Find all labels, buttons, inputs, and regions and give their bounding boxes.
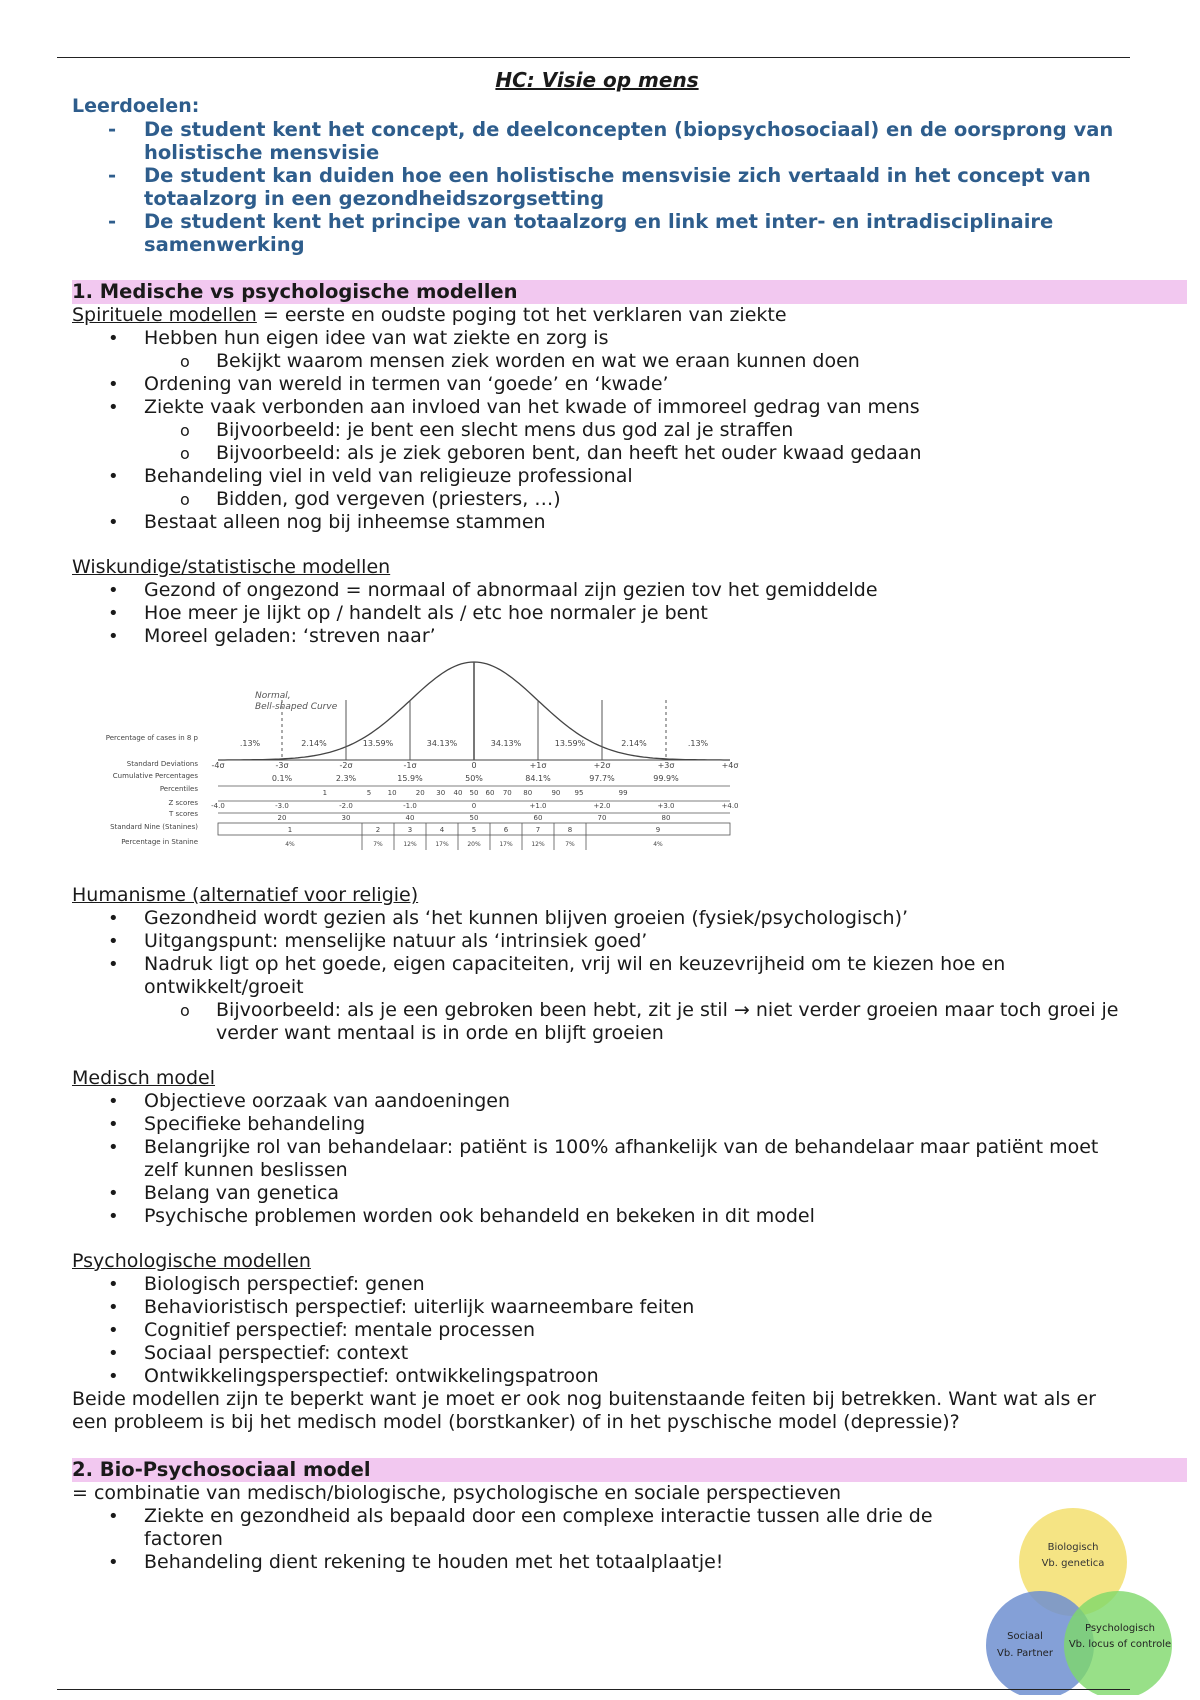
- portion-label: 34.13%: [426, 739, 458, 748]
- list-item: • Hebben hun eigen idee van wat ziekte en zorg is o Bekijkt waarom mensen ziek worden en wat we eraan kunnen doen: [72, 327, 1122, 373]
- sub-list-item: o Bijvoorbeeld: als je een gebroken been hebt, zit je stil → niet verder groeien maar toch groei je verder want mentaal is in orde en blijft groeien: [144, 999, 1122, 1045]
- chart-title-2: Bell-shaped Curve: [255, 702, 338, 712]
- venn-sub-social: Vb. Partner: [997, 1648, 1053, 1659]
- percentile-label: 95: [574, 789, 584, 797]
- percentile-label: 5: [366, 789, 372, 797]
- list-item: • Gezondheid wordt gezien als ‘het kunnen blijven groeien (fysiek/psychologisch)’: [72, 907, 1122, 930]
- list-item: • Ziekte en gezondheid als bepaald door een complexe interactie tussen alle drie de factoren: [72, 1505, 972, 1551]
- humanism-list: [72, 907, 1182, 1045]
- list-item: • Gezond of ongezond = normaal of abnormaal zijn gezien tov het gemiddelde: [72, 579, 1122, 602]
- math-list: [72, 579, 1182, 648]
- stanine-pct-label: 7%: [565, 841, 575, 848]
- sd-label: -3σ: [275, 761, 289, 770]
- learning-goals-heading: Leerdoelen:: [72, 95, 200, 117]
- t-score-label: 20: [277, 814, 287, 822]
- percentile-label: 99: [618, 789, 628, 797]
- portion-label: .13%: [239, 739, 261, 748]
- row-label: Percentage in Stanine: [121, 838, 198, 846]
- percentile-label: 50: [469, 789, 479, 797]
- stanine-label: 4: [439, 826, 445, 834]
- spiritual-list: [72, 327, 1182, 534]
- portion-label: 13.59%: [362, 739, 394, 748]
- document-page: [72, 68, 1182, 1574]
- portion-label: .13%: [687, 739, 709, 748]
- cumulative-label: 15.9%: [397, 774, 423, 783]
- subheading-psych: Psychologische modellen: [72, 1250, 311, 1272]
- list-item: • Sociaal perspectief: context: [72, 1342, 1122, 1365]
- venn-sub-psychological: Vb. locus of controle: [1068, 1639, 1172, 1650]
- sub-list-item: o Bidden, god vergeven (priesters, …): [144, 488, 1122, 511]
- venn-label-psychological: Psychologisch: [1084, 1623, 1156, 1634]
- sub-list-item: o Bijvoorbeeld: je bent een slecht mens dus god zal je straffen: [144, 419, 1122, 442]
- learning-goal: - De student kan duiden hoe een holistische mensvisie zich vertaald in het concept van totaalzorg in een gezondheidszorgsetting: [72, 164, 1122, 210]
- percentile-label: 40: [453, 789, 463, 797]
- list-item: • Hoe meer je lijkt op / handelt als / etc hoe normaler je bent: [72, 602, 1122, 625]
- sub-list-item: o Bijvoorbeeld: als je ziek geboren bent, dan heeft het ouder kwaad gedaan: [144, 442, 1122, 465]
- stanine-label: 7: [535, 826, 541, 834]
- venn-label-biological: Biologisch: [1047, 1542, 1099, 1553]
- spiritual-intro: [72, 304, 1182, 327]
- percentile-label: 60: [485, 789, 495, 797]
- list-item: • Objectieve oorzaak van aandoeningen: [72, 1090, 1122, 1113]
- venn-label-social: Sociaal: [1007, 1631, 1043, 1642]
- stanine-label: 9: [655, 826, 661, 834]
- chart-title-1: Normal,: [255, 691, 291, 701]
- cumulative-label: 0.1%: [271, 774, 293, 783]
- list-item: • Belangrijke rol van behandelaar: patiënt is 100% afhankelijk van de behandelaar maar patiënt moet zelf kunnen beslissen: [72, 1136, 1122, 1182]
- learning-goal: - De student kent het principe van totaalzorg en link met inter- en intradisciplinaire samenwerking: [72, 210, 1122, 256]
- sd-label: +1σ: [529, 761, 547, 770]
- subheading-math: Wiskundige/statistische modellen: [72, 556, 391, 578]
- list-item: • Psychische problemen worden ook behandeld en bekeken in dit model: [72, 1205, 1122, 1228]
- sub-list-item: o Bekijkt waarom mensen ziek worden en wat we eraan kunnen doen: [144, 350, 1122, 373]
- learning-goals-list: [72, 118, 1182, 256]
- t-score-label: 40: [405, 814, 415, 822]
- percentile-label: 30: [436, 789, 446, 797]
- sd-label: +4σ: [721, 761, 739, 770]
- list-item: • Behandeling viel in veld van religieuze professional o Bidden, god vergeven (priesters, …): [72, 465, 1122, 511]
- z-score-label: +1.0: [529, 802, 547, 810]
- t-score-label: 60: [533, 814, 543, 822]
- z-score-label: -2.0: [339, 802, 353, 810]
- sd-label: 0: [471, 761, 477, 770]
- row-label: Standard Deviations: [126, 760, 198, 768]
- z-score-label: 0: [471, 802, 477, 810]
- percentile-label: 20: [415, 789, 425, 797]
- list-item: • Ziekte vaak verbonden aan invloed van het kwade of immoreel gedrag van mens o Bijvoorbeeld: je bent een slecht mens dus god zal je straffen o Bijvoorbeeld: als je ziek geboren bent, dan heeft het ouder kwaad gedaan: [72, 396, 1122, 465]
- list-item: • Bestaat alleen nog bij inheemse stammen: [72, 511, 1122, 534]
- row-label: Cumulative Percentages: [112, 772, 198, 780]
- sd-label: -1σ: [403, 761, 417, 770]
- list-item: • Belang van genetica: [72, 1182, 1122, 1205]
- learning-goal: - De student kent het concept, de deelconcepten (biopsychosociaal) en de oorsprong van holistische mensvisie: [72, 118, 1122, 164]
- row-label: Percentage of cases in 8 p: [105, 734, 198, 742]
- portion-label: 13.59%: [554, 739, 586, 748]
- list-item: • Uitgangspunt: menselijke natuur als ‘intrinsiek goed’: [72, 930, 1122, 953]
- psych-conclusion: Beide modellen zijn te beperkt want je moet er ook nog buitenstaande feiten bij betrekken. Want wat als er een probleem is bij het medisch model (borstkanker) of in het pyschische model (depressie)?: [72, 1388, 1096, 1433]
- list-item: • Nadruk ligt op het goede, eigen capaciteiten, vrij wil en keuzevrijheid om te kiezen hoe en ontwikkelt/groeit o Bijvoorbeeld: als je een gebroken been hebt, zit je stil → niet verder groeien maar toch groei je verder want mentaal is in orde en blijft groeien: [72, 953, 1122, 1045]
- cumulative-label: 84.1%: [525, 774, 551, 783]
- t-score-label: 50: [469, 814, 479, 822]
- z-score-label: +2.0: [593, 802, 611, 810]
- stanine-label: 3: [407, 826, 413, 834]
- t-score-label: 80: [661, 814, 671, 822]
- list-item: • Ordening van wereld in termen van ‘goede’ en ‘kwade’: [72, 373, 1122, 396]
- z-score-label: -1.0: [403, 802, 417, 810]
- list-item: • Biologisch perspectief: genen: [72, 1273, 1122, 1296]
- medical-list: [72, 1090, 1182, 1228]
- row-label: Standard Nine (Stanines): [110, 823, 198, 831]
- subheading-spiritual: Spirituele modellen: [72, 304, 257, 326]
- stanine-label: 6: [503, 826, 509, 834]
- portion-label: 34.13%: [490, 739, 522, 748]
- cumulative-label: 97.7%: [589, 774, 615, 783]
- page-title: HC: Visie op mens: [495, 68, 699, 92]
- list-item: • Behandeling dient rekening te houden met het totaalplaatje!: [72, 1551, 1122, 1574]
- stanine-pct-label: 12%: [403, 841, 417, 848]
- cumulative-label: 2.3%: [335, 774, 357, 783]
- sd-label: +3σ: [657, 761, 675, 770]
- psych-list: [72, 1273, 1182, 1388]
- z-score-label: +4.0: [721, 802, 739, 810]
- bell-curve-svg: [80, 660, 780, 870]
- t-score-label: 70: [597, 814, 607, 822]
- bell-curve-chart: [80, 660, 780, 870]
- list-item: • Cognitief perspectief: mentale processen: [72, 1319, 1122, 1342]
- portion-label: 2.14%: [621, 739, 647, 748]
- stanine-label: 1: [287, 826, 293, 834]
- row-label: Percentiles: [159, 785, 198, 793]
- stanine-pct-label: 20%: [467, 841, 481, 848]
- list-item: • Specifieke behandeling: [72, 1113, 1122, 1136]
- spiritual-definition: = eerste en oudste poging tot het verklaren van ziekte: [256, 304, 787, 326]
- stanine-label: 2: [375, 826, 381, 834]
- stanine-label: 8: [567, 826, 573, 834]
- stanine-label: 5: [471, 826, 477, 834]
- z-score-label: -4.0: [211, 802, 225, 810]
- stanine-pct-label: 7%: [373, 841, 383, 848]
- section-heading-2: 2. Bio-Psychosociaal model: [72, 1458, 1187, 1482]
- venn-diagram: [970, 1505, 1180, 1695]
- percentile-label: 10: [387, 789, 397, 797]
- row-label: Z scores: [168, 799, 198, 807]
- venn-svg: [970, 1505, 1180, 1695]
- percentile-label: 1: [322, 789, 328, 797]
- venn-sub-biological: Vb. genetica: [1041, 1558, 1105, 1569]
- subheading-medical: Medisch model: [72, 1067, 216, 1089]
- cumulative-label: 50%: [465, 774, 483, 783]
- list-item: • Behavioristisch perspectief: uiterlijk waarneembare feiten: [72, 1296, 1122, 1319]
- cumulative-label: 99.9%: [653, 774, 679, 783]
- z-score-label: +3.0: [657, 802, 675, 810]
- sd-label: -4σ: [211, 761, 225, 770]
- subheading-humanism: Humanisme (alternatief voor religie): [72, 884, 419, 906]
- sd-label: -2σ: [339, 761, 353, 770]
- stanine-pct-label: 12%: [531, 841, 545, 848]
- stanine-pct-label: 4%: [653, 841, 663, 848]
- bottom-rule: [57, 1689, 1130, 1690]
- section-heading-1: 1. Medische vs psychologische modellen: [72, 280, 1187, 304]
- percentile-label: 70: [502, 789, 512, 797]
- top-rule: [57, 57, 1130, 58]
- stanine-pct-label: 17%: [435, 841, 449, 848]
- list-item: • Ontwikkelingsperspectief: ontwikkelingspatroon: [72, 1365, 1122, 1388]
- sd-label: +2σ: [593, 761, 611, 770]
- portion-label: 2.14%: [301, 739, 327, 748]
- list-item: • Moreel geladen: ‘streven naar’: [72, 625, 1122, 648]
- percentile-label: 90: [551, 789, 561, 797]
- row-label: T scores: [169, 810, 198, 818]
- t-score-label: 30: [341, 814, 351, 822]
- stanine-pct-label: 4%: [285, 841, 295, 848]
- stanine-pct-label: 17%: [499, 841, 513, 848]
- biopsychosocial-intro: = combinatie van medisch/biologische, psychologische en sociale perspectieven: [72, 1482, 842, 1504]
- percentile-label: 80: [523, 789, 533, 797]
- z-score-label: -3.0: [275, 802, 289, 810]
